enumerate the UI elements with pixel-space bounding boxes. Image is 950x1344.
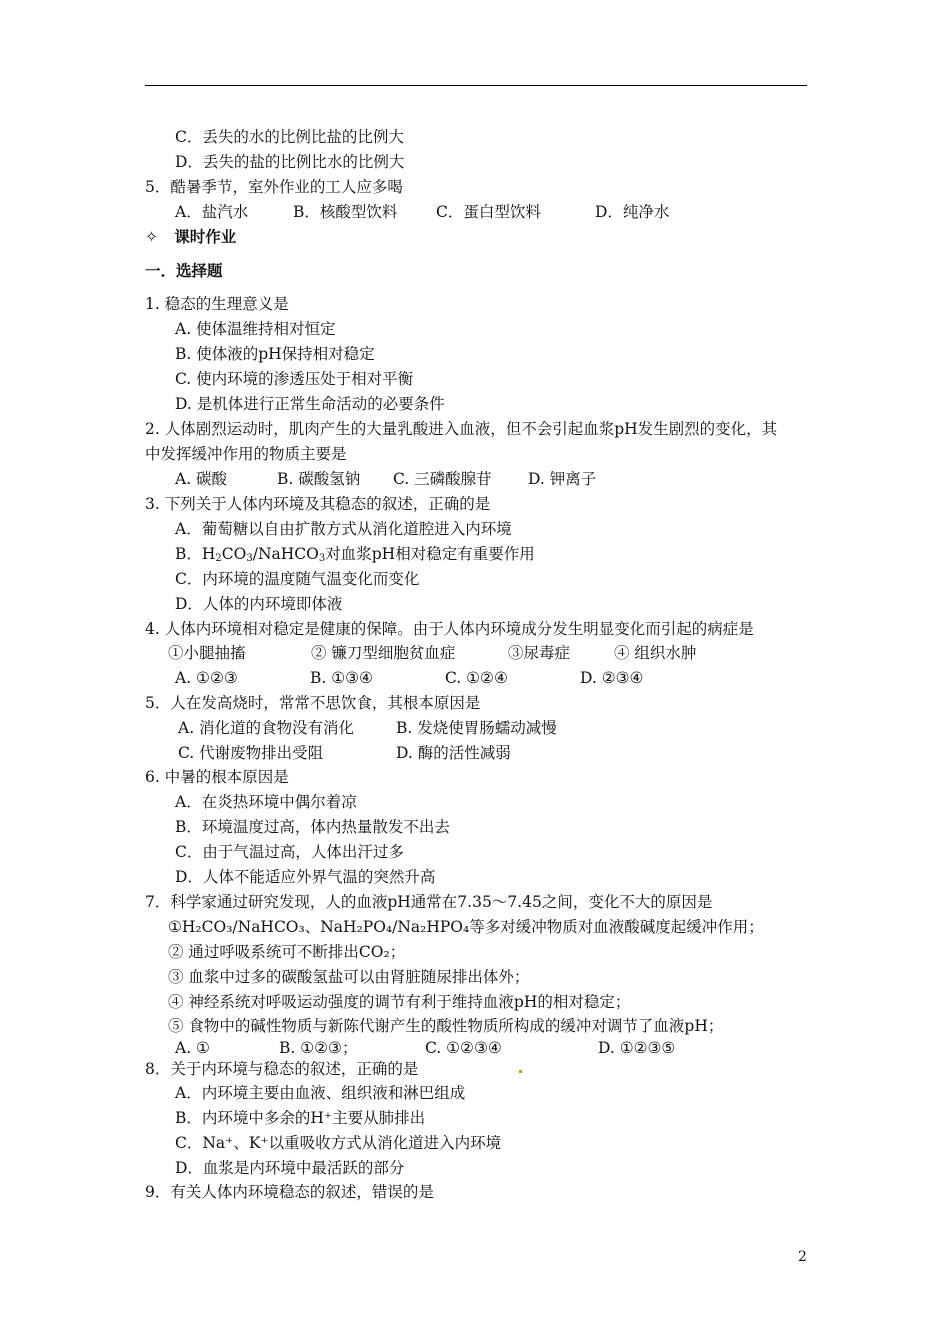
q4-item-4: ④ 组织水肿 — [614, 644, 697, 662]
q1-option-d: D. 是机体进行正常生命活动的必要条件 — [175, 395, 445, 413]
q4-items — [168, 643, 696, 663]
q4-b: B. ①③④ — [310, 669, 373, 687]
q5-b: B. 发烧使胃肠蠕动减慢 — [396, 719, 557, 737]
q2-c: C. 三磷酸腺苷 — [393, 470, 492, 488]
q5-d: D. 酶的活性减弱 — [396, 744, 511, 762]
q4-d: D. ②③④ — [580, 669, 644, 687]
q2-b: B. 碳酸氢钠 — [277, 470, 361, 488]
section-title: 课时作业 — [174, 228, 237, 246]
prev-q5-c: C．蛋白型饮料 — [436, 203, 541, 221]
prev-q4-option-d: D．丢失的盐的比例比水的比例大 — [175, 153, 405, 171]
q7-stem: 7．科学家通过研究发现，人的血液pH通常在7.35～7.45之间，变化不大的原因是 — [145, 893, 713, 911]
q3-option-d: D．人体的内环境即体液 — [175, 595, 343, 613]
q7-statement-2: ② 通过呼吸系统可不断排出CO₂； — [168, 943, 406, 961]
q6-option-c: C．由于气温过高，人体出汗过多 — [175, 843, 404, 861]
prev-q5-options — [175, 202, 669, 222]
q7-statement-5: ⑤ 食物中的碱性物质与新陈代谢产生的酸性物质所构成的缓冲对调节了血液pH； — [168, 1017, 724, 1035]
q5-c: C. 代谢废物排出受阻 — [178, 744, 324, 762]
q4-a: A. ①②③ — [175, 669, 238, 687]
page-number: 2 — [798, 1249, 807, 1265]
q2-d: D. 钾离子 — [528, 470, 597, 488]
q7-options — [175, 1038, 675, 1058]
q1-option-a: A. 使体温维持相对恒定 — [175, 320, 336, 338]
diamond-star-icon: ✧ — [145, 228, 158, 246]
q5-options-row1 — [178, 718, 557, 738]
q8-option-c: C．Na⁺、K⁺以重吸收方式从消化道进入内环境 — [175, 1134, 502, 1152]
q8-option-b: B．内环境中多余的H⁺主要从肺排出 — [175, 1109, 426, 1127]
stray-dot — [519, 1070, 522, 1073]
q6-option-d: D．人体不能适应外界气温的突然升高 — [175, 868, 436, 886]
section-subtitle: 一．选择题 — [145, 262, 223, 280]
q8-option-a: A．内环境主要由血液、组织液和淋巴组成 — [175, 1084, 466, 1102]
q6-option-a: A．在炎热环境中偶尔着凉 — [175, 793, 357, 811]
q2-stem-line2: 中发挥缓冲作用的物质主要是 — [145, 445, 347, 463]
q7-c: C. ①②③④ — [425, 1039, 502, 1057]
q7-d: D. ①②③⑤ — [598, 1039, 676, 1057]
q6-option-b: B．环境温度过高，体内热量散发不出去 — [175, 818, 450, 836]
q7-b: B. ①②③； — [279, 1039, 358, 1057]
q6-stem: 6. 中暑的根本原因是 — [145, 768, 289, 786]
q8-option-d: D．血浆是内环境中最活跃的部分 — [175, 1159, 405, 1177]
q5-stem: 5．人在发高烧时，常常不思饮食，其根本原因是 — [145, 694, 481, 712]
q1-option-b: B. 使体液的pH保持相对稳定 — [175, 345, 375, 363]
q2-a: A. 碳酸 — [175, 470, 228, 488]
q4-c: C. ①②④ — [445, 669, 508, 687]
prev-q5-stem: 5．酷暑季节，室外作业的工人应多喝 — [145, 178, 403, 196]
q3-option-a: A．葡萄糖以自由扩散方式从消化道腔进入内环境 — [175, 520, 512, 538]
prev-q5-b: B．核酸型饮料 — [293, 203, 398, 221]
q5-a: A. 消化道的食物没有消化 — [178, 719, 355, 737]
q8-stem: 8．关于内环境与稳态的叙述，正确的是 — [145, 1060, 419, 1078]
q3-option-c: C．内环境的温度随气温变化而变化 — [175, 570, 420, 588]
q1-option-c: C. 使内环境的渗透压处于相对平衡 — [175, 370, 414, 388]
header-rule — [145, 85, 807, 86]
q4-options — [175, 668, 643, 688]
prev-q5-d: D．纯净水 — [595, 203, 670, 221]
prev-q5-a: A．盐汽水 — [175, 203, 249, 221]
q4-item-1: ①小腿抽搐 — [168, 644, 246, 662]
q7-statement-1: ①H₂CO₃/NaHCO₃、NaH₂PO₄/Na₂HPO₄等多对缓冲物质对血液酸碱度起缓冲作用； — [168, 918, 764, 936]
q3-option-b: B．$H_2CO_3/NaHCO_3$对血浆pH相对稳定有重要作用 — [175, 545, 535, 564]
q3-stem: 3. 下列关于人体内环境及其稳态的叙述，正确的是 — [145, 495, 491, 513]
q9-stem: 9．有关人体内环境稳态的叙述，错误的是 — [145, 1183, 434, 1201]
q7-statement-4: ④ 神经系统对呼吸运动强度的调节有利于维持血液pH的相对稳定； — [168, 993, 631, 1011]
q7-statement-3: ③ 血浆中过多的碳酸氢盐可以由肾脏随尿排出体外； — [168, 968, 530, 986]
q1-stem: 1. 稳态的生理意义是 — [145, 295, 289, 313]
q4-item-3: ③尿毒症 — [508, 644, 571, 662]
q5-options-row2 — [178, 743, 511, 763]
q4-stem: 4. 人体内环境相对稳定是健康的保障。由于人体内环境成分发生明显变化而引起的病症是 — [145, 620, 754, 638]
q4-item-2: ② 镰刀型细胞贫血症 — [311, 644, 456, 662]
prev-q4-option-c: C．丢失的水的比例比盐的比例大 — [175, 128, 404, 146]
q7-a: A. ① — [175, 1039, 210, 1057]
q2-options — [175, 469, 596, 489]
section-heading — [145, 227, 236, 247]
q2-stem-line1: 2. 人体剧烈运动时，肌肉产生的大量乳酸进入血液，但不会引起血浆pH发生剧烈的变化，其 — [145, 420, 778, 438]
